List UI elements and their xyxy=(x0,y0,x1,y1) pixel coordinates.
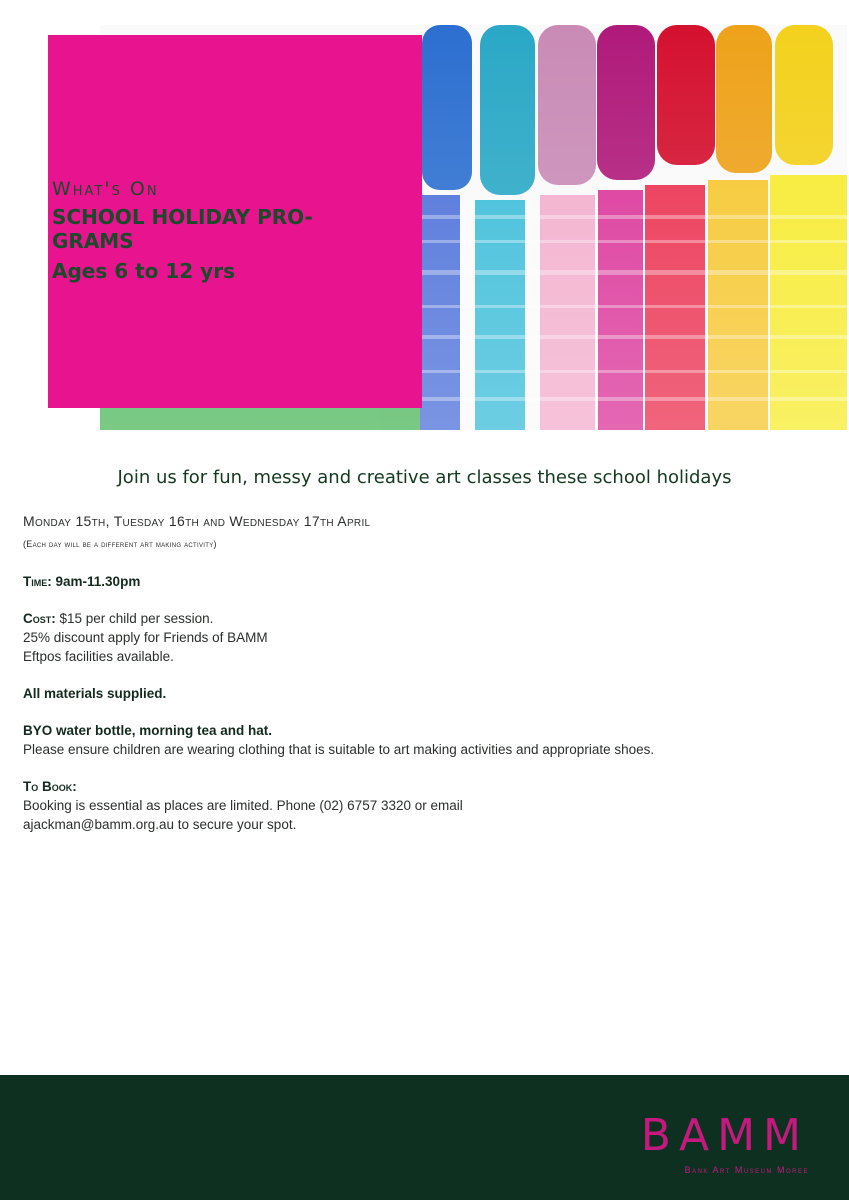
hero-text xyxy=(52,178,412,283)
clothing-text: Please ensure children are wearing clothing that is suitable to art making activities and appropriate shoes. xyxy=(23,742,655,757)
cost-block xyxy=(23,609,813,666)
materials-text: All materials supplied. xyxy=(23,686,167,701)
bamm-logo xyxy=(641,1110,809,1175)
program-details xyxy=(23,512,813,834)
booking-text-line1: Booking is essential as places are limited. Phone (02) 6757 3320 or email xyxy=(23,798,463,813)
hero-ages: Ages 6 to 12 yrs xyxy=(52,258,235,283)
cost-value: $15 per child per session. xyxy=(59,611,214,626)
program-dates-note: (Each day will be a different art making activity) xyxy=(23,539,217,549)
hero-title-line1: SCHOOL HOLIDAY PRO- xyxy=(52,204,313,229)
program-dates: Monday 15th, Tuesday 16th and Wednesday 17th April xyxy=(23,513,371,529)
time-label: Time: xyxy=(23,574,52,589)
hero-title-line2: GRAMS xyxy=(52,228,134,253)
hero-kicker: What's On xyxy=(52,178,159,200)
booking-block xyxy=(23,777,813,834)
cost-label: Cost: xyxy=(23,611,56,626)
time-value: 9am-11.30pm xyxy=(55,574,141,589)
byo-text: BYO water bottle, morning tea and hat. xyxy=(23,723,273,738)
time-block xyxy=(23,572,813,591)
bamm-logo-wordmark: BAMM xyxy=(640,1110,809,1161)
byo-block xyxy=(23,721,813,759)
discount-text: 25% discount apply for Friends of BAMM xyxy=(23,630,268,645)
booking-text-line2: ajackman@bamm.org.au to secure your spot. xyxy=(23,817,297,832)
booking-label: To Book: xyxy=(23,779,77,794)
eftpos-text: Eftpos facilities available. xyxy=(23,649,174,664)
bamm-logo-subtitle: Bank Art Museum Moree xyxy=(684,1165,809,1175)
tagline: Join us for fun, messy and creative art classes these school holidays xyxy=(117,467,732,488)
